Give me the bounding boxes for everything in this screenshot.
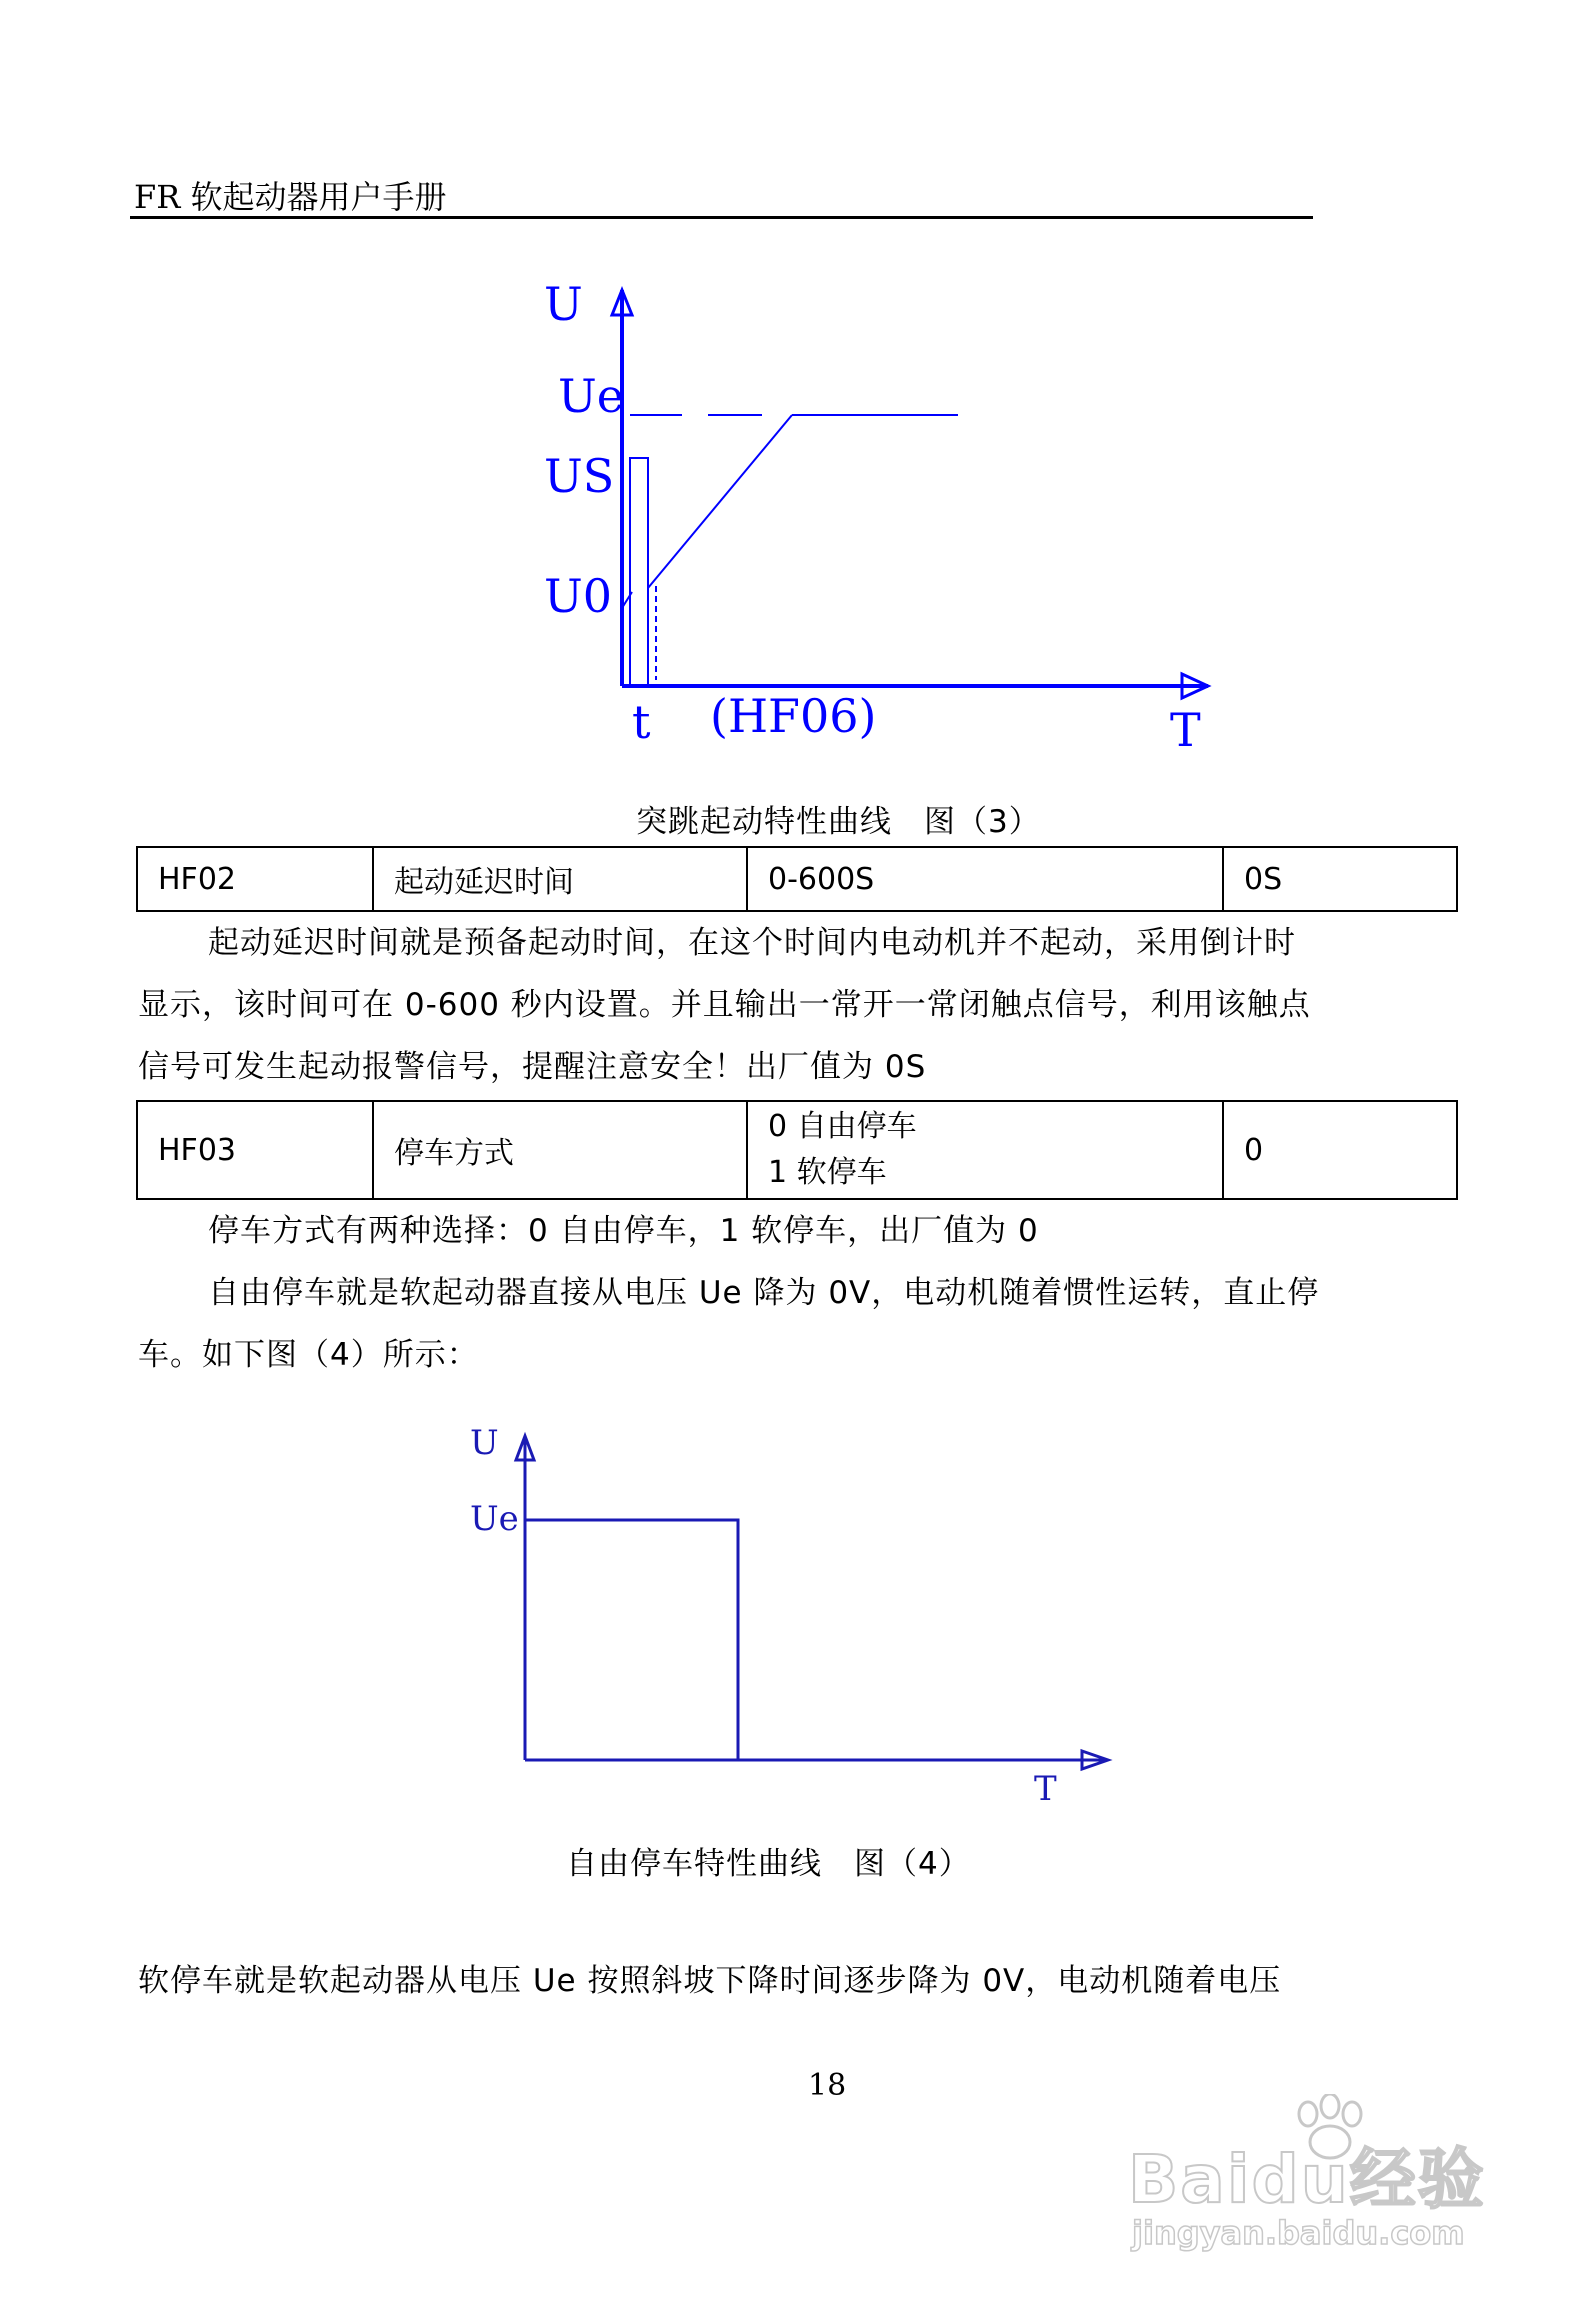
- paragraph-soft-stop: 软停车就是软起动器从电压 Ue 按照斜坡下降时间逐步降为 0V，电动机随着电压: [138, 1963, 1282, 1999]
- figure-3-ramp: [648, 415, 792, 588]
- paragraph-hf02-line: 信号可发生起动报警信号，提醒注意安全！出厂值为 0S: [138, 1049, 927, 1085]
- figure-3-curve: [622, 415, 958, 686]
- paragraph-hf03-line: 车。如下图（4）所示：: [138, 1337, 479, 1373]
- param-option: 0 自由停车: [768, 1109, 917, 1144]
- param-name: 起动延迟时间: [373, 847, 747, 911]
- watermark-brand: Baidu经验: [1128, 2141, 1486, 2218]
- figure-3-y-label: U: [544, 277, 583, 331]
- header-title: FR 软起动器用户手册: [134, 178, 447, 216]
- figure-4-voltage-step: [525, 1520, 738, 1760]
- figure-3-param-label: (HF06): [710, 689, 877, 743]
- paragraph-hf02-line: 显示，该时间可在 0-600 秒内设置。并且输出一常开一常闭触点信号，利用该触点: [138, 987, 1311, 1023]
- param-default: 0S: [1223, 847, 1457, 911]
- figure-4-ue-label: Ue: [470, 1499, 519, 1539]
- param-name: 停车方式: [373, 1101, 747, 1199]
- param-default: 0: [1223, 1101, 1457, 1199]
- watermark-url: jingyan.baidu.com: [1132, 2214, 1465, 2252]
- figure-4-axes: [516, 1436, 1108, 1769]
- param-code: HF02: [137, 847, 373, 911]
- figure-4-y-label: U: [470, 1423, 499, 1463]
- table-hf02: [136, 846, 1458, 912]
- table-row: [137, 847, 1457, 911]
- param-option: 1 软停车: [768, 1155, 887, 1190]
- figure-3-t-label: t: [632, 695, 651, 749]
- figure-4-caption: 自由停车特性曲线 图（4）: [566, 1846, 971, 1882]
- table-row: [137, 1101, 1457, 1199]
- figure-3-caption: 突跳起动特性曲线 图（3）: [636, 804, 1041, 840]
- figure-3-x-label: T: [1170, 703, 1201, 757]
- figure-3-axes: [612, 290, 1208, 698]
- page-number: 18: [808, 2068, 847, 2103]
- param-options: [747, 1101, 1223, 1199]
- header-rule: [130, 216, 1313, 219]
- figure-4-x-label: T: [1034, 1769, 1057, 1809]
- paragraph-hf03-line: 停车方式有两种选择：0 自由停车，1 软停车，出厂值为 0: [208, 1213, 1039, 1249]
- param-range: 0-600S: [747, 847, 1223, 911]
- paragraph-hf03-line: 自由停车就是软起动器直接从电压 Ue 降为 0V，电动机随着惯性运转，直止停: [208, 1275, 1320, 1311]
- figure-3-kick-pulse: [630, 458, 648, 686]
- baidu-jingyan-watermark: [1128, 2118, 1508, 2268]
- figure-3-ue-label: Ue: [558, 369, 624, 423]
- paragraph-hf02-line: 起动延迟时间就是预备起动时间，在这个时间内电动机并不起动，采用倒计时: [208, 925, 1296, 961]
- figure-4-free-stop-curve: [460, 1416, 1120, 1816]
- figure-3-u0-label: U0: [544, 569, 613, 623]
- figure-3-kick-start-curve: [540, 270, 1240, 770]
- figure-3-us-label: US: [544, 449, 615, 503]
- param-code: HF03: [137, 1101, 373, 1199]
- table-hf03: [136, 1100, 1458, 1200]
